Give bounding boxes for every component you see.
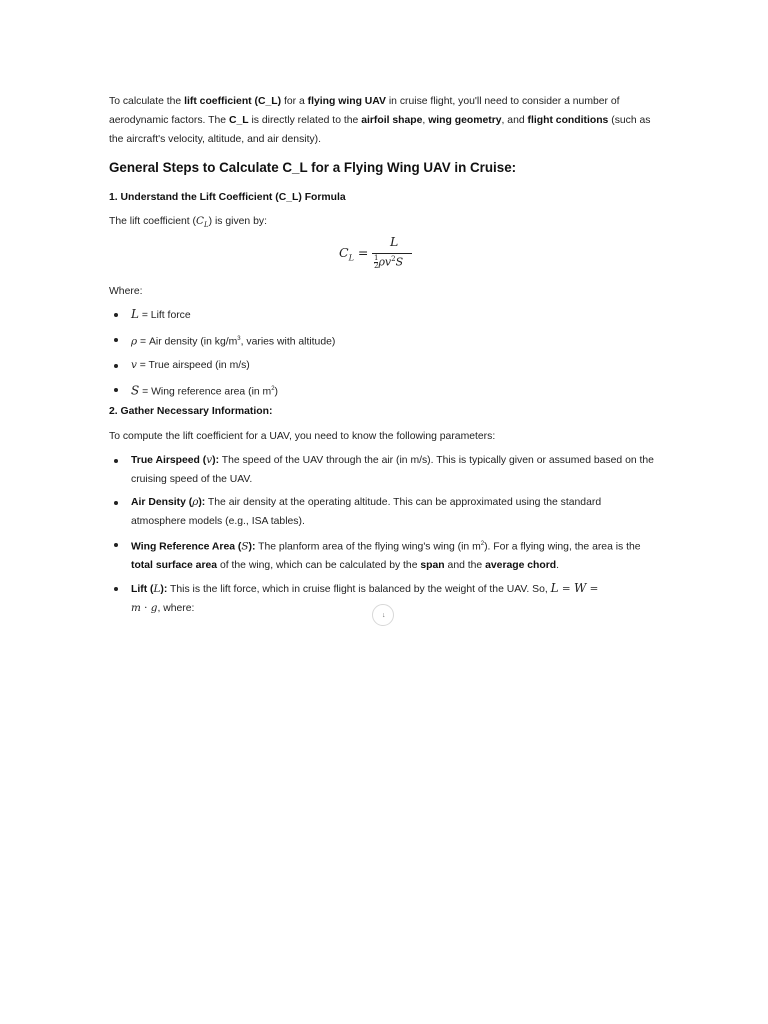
math-op: =	[586, 583, 599, 596]
param-desc: ). For a flying wing, the area is the	[484, 541, 641, 553]
intro-text: , and	[501, 115, 528, 126]
step2-title: 2. Gather Necessary Information:	[109, 406, 273, 417]
intro-text: (such as the aircraft's velocity, altitude, and air density).	[109, 115, 651, 145]
param-desc: The speed of the UAV through the air (in m/s). This is typically given or assumed based on the cruising speed of the UAV.	[131, 455, 654, 485]
math-symbol: C	[196, 215, 204, 227]
unit-sup: 2	[271, 386, 275, 393]
math-op: =	[558, 583, 574, 596]
list-item	[109, 535, 654, 575]
param-bold: total surface area	[131, 560, 218, 572]
param-desc: , where:	[157, 603, 195, 615]
scroll-down-button[interactable]	[372, 604, 394, 626]
intro-bold: C_L	[228, 115, 249, 126]
formula-lhs	[339, 245, 368, 263]
var-desc: = True airspeed (in m/s)	[136, 360, 250, 372]
bullet	[114, 543, 118, 547]
intro-bold: airfoil shape	[361, 115, 423, 126]
list-item	[109, 493, 654, 531]
param-desc: The air density at the operating altitude. This can be approximated using the standard atmosphere models (e.g., ISA tables).	[131, 497, 602, 527]
formula-numerator: L	[390, 234, 399, 249]
math-symbol: W	[573, 581, 587, 596]
param-name: Air Density (	[131, 497, 193, 508]
math-symbol: ρ	[131, 335, 138, 348]
where-label: Where:	[109, 286, 143, 297]
var-desc: = Lift force	[138, 310, 191, 321]
step2-intro: To compute the lift coefficient for a UAV, you need to know the following parameters:	[109, 431, 496, 442]
math-subscript: L	[203, 221, 209, 230]
intro-bold: lift coefficient (C_L)	[184, 96, 282, 107]
intro-text: is directly related to the	[248, 115, 362, 126]
unit-sup: 2	[480, 541, 485, 547]
given-line	[109, 212, 267, 235]
list-item	[109, 451, 654, 489]
var-desc: = Air density (in kg/m	[137, 336, 238, 348]
step1-title: 1. Understand the Lift Coefficient (C_L) Formula	[109, 192, 346, 203]
bullet	[114, 364, 118, 368]
lift-coefficient-formula	[339, 234, 449, 274]
var-desc: = Wing reference area (in m	[139, 386, 272, 398]
param-bold: span	[420, 560, 445, 572]
half-num: 1	[374, 254, 379, 263]
math-symbol: m	[131, 602, 141, 615]
list-item	[109, 380, 335, 401]
intro-text: To calculate the	[109, 96, 185, 107]
bullet	[114, 459, 118, 463]
math-symbol: S	[131, 383, 140, 398]
formula-equals: =	[353, 245, 369, 260]
param-desc: .	[556, 560, 560, 572]
param-name-end: ):	[160, 584, 168, 596]
parameter-list	[109, 451, 654, 618]
intro-text: in cruise flight, you'll need to consider a number of aerodynamic factors. The	[109, 96, 620, 126]
math-symbol: L	[153, 583, 161, 596]
given-text: ) is given by:	[208, 216, 267, 227]
list-item	[109, 305, 335, 325]
formula-cl: C	[339, 245, 349, 260]
den-square: 2	[391, 255, 396, 263]
math-symbol: L	[550, 581, 559, 596]
intro-text: for a	[281, 96, 308, 107]
bullet	[114, 587, 118, 591]
intro-text: ,	[422, 115, 429, 126]
intro-bold: flight conditions	[527, 115, 609, 126]
param-name: Lift (	[131, 584, 154, 596]
unit-sup: 3	[237, 336, 241, 342]
math-symbol: L	[131, 307, 139, 321]
formula-denominator	[374, 255, 403, 270]
math-symbol: v	[206, 454, 213, 466]
den-s: S	[395, 255, 404, 269]
param-bold: average chord	[485, 560, 557, 572]
param-name: True Airspeed (	[131, 455, 207, 466]
bullet	[114, 501, 118, 505]
bullet	[114, 388, 118, 392]
given-text: The lift coefficient (	[109, 216, 197, 227]
math-symbol: g	[150, 602, 158, 615]
param-desc: and the	[444, 560, 486, 572]
arrow-down-icon: ↓	[382, 612, 386, 619]
list-item	[109, 356, 335, 375]
math-symbol: v	[131, 359, 137, 372]
intro-bold: wing geometry	[428, 115, 502, 126]
var-desc-tail: , varies with altitude)	[240, 336, 336, 348]
math-symbol: S	[241, 540, 249, 553]
math-symbol: ρ	[192, 496, 199, 508]
param-name-end: ):	[248, 541, 256, 553]
bullet	[114, 313, 118, 317]
intro-bold: flying wing UAV	[307, 96, 386, 107]
fraction-bar	[372, 253, 412, 254]
param-name-end: ):	[212, 455, 220, 466]
bullet	[114, 338, 118, 342]
formula-cl-sub: L	[348, 253, 354, 263]
half-den: 2	[374, 262, 379, 271]
variable-list	[109, 305, 335, 402]
math-op: ·	[140, 602, 151, 615]
param-desc: The planform area of the flying wing's wing (in m	[255, 541, 481, 553]
param-desc: of the wing, which can be calculated by the	[217, 560, 421, 572]
section-heading: General Steps to Calculate C_L for a Flying Wing UAV in Cruise:	[109, 160, 517, 175]
param-desc: This is the lift force, which in cruise flight is balanced by the weight of the UAV. So,	[167, 584, 551, 596]
param-name: Wing Reference Area (	[131, 541, 242, 553]
list-item	[109, 330, 335, 351]
param-name-end: ):	[198, 497, 206, 508]
var-desc-tail: )	[274, 386, 279, 398]
intro-paragraph	[109, 92, 654, 149]
den-rho-v: ρv	[378, 255, 392, 269]
